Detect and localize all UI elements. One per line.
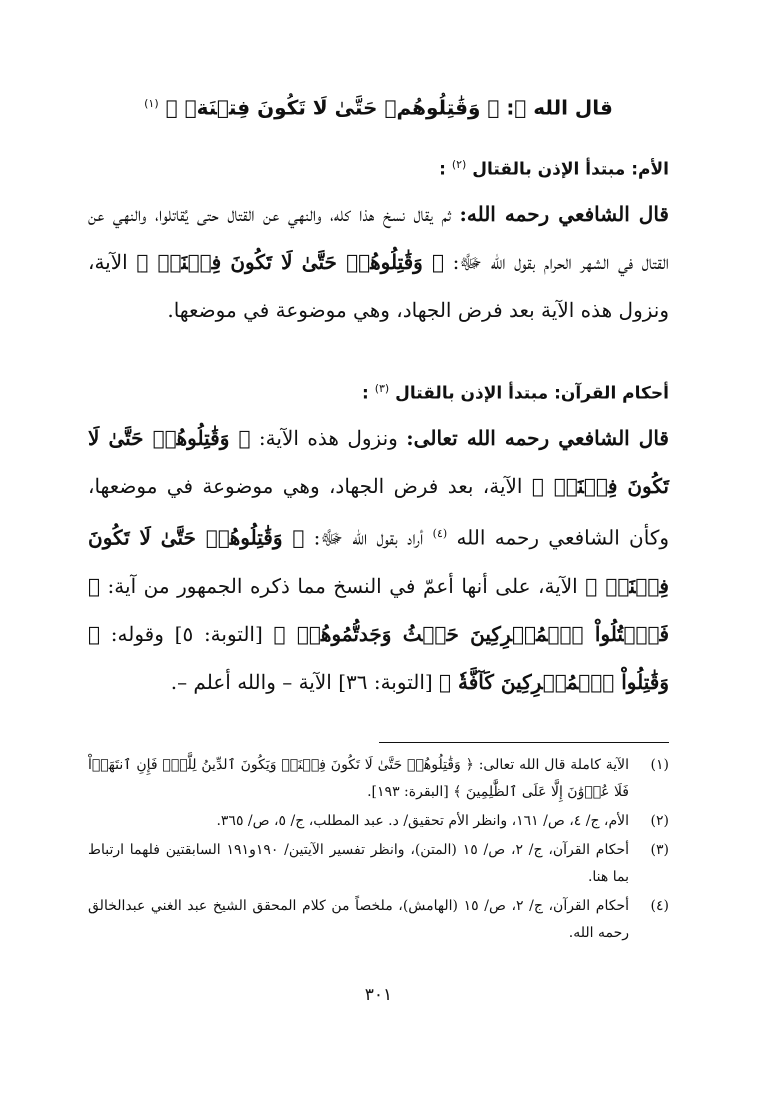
footnote-ref-4: (٤): [432, 527, 448, 540]
paragraph-ahkam-lead: قال الشافعي رحمه الله تعالى:: [406, 426, 669, 450]
footnote-ref-3: (٣): [374, 382, 390, 395]
section-title-ahkam-colon: :: [361, 383, 369, 404]
section-title-umm: [439, 150, 669, 185]
paragraph-ahkam-quote-c: ﴿ فَٱقۡتُلُواْ ٱلۡمُشۡرِكِينَ حَيۡثُ وَجَدتُّمُوهُمۡ ﴾: [88, 573, 670, 646]
paragraph-ahkam-text-d: الآية، على أنها أعمّ في النسخ مما ذكره الجمهور من آية:: [100, 573, 586, 598]
footnote-number: (٣): [650, 842, 669, 858]
footnote-number: (٤): [650, 898, 669, 914]
paragraph-umm-text-a: ثم يقال نسخ هذا كله، والنهي عن القتال حتى يُقاتلوا، والنهي عن القتال في الشهر الحرام بقول الله ﷻ:: [88, 202, 669, 274]
footnote-ref-2: (٢): [451, 158, 467, 171]
paragraph-ahkam: [88, 414, 669, 706]
section-title-ahkam-text: أحكام القرآن: مبتدأ الإذن بالقتال: [395, 383, 669, 404]
footnote-text: الأم، ج/ ٤، ص/ ١٦١، وانظر الأم تحقيق/ د. عبد المطلب، ج/ ٥، ص/ ٣٦٥.: [216, 813, 629, 829]
section-title-umm-colon: :: [439, 159, 446, 180]
paragraph-ahkam-quote-b: ﴿ وَقَٰتِلُوهُمۡ حَتَّىٰ لَا تَكُونَ فِتۡنَةٞ ﴾: [88, 525, 669, 598]
footnote-divider: [379, 742, 669, 743]
paragraph-ahkam-text-f: [التوبة: ٣٦] الآية – والله أعلم –.: [170, 669, 440, 694]
paragraph-ahkam-quote-d: ﴿ وَقَٰتِلُواْ ٱلۡمُشۡرِكِينَ كَآفَّةٗ ﴾: [88, 621, 669, 694]
footnote-item: [88, 893, 669, 947]
section-title-umm-text: الأم: مبتدأ الإذن بالقتال: [472, 159, 669, 180]
section-title-ahkam: [362, 374, 669, 409]
paragraph-umm: [88, 190, 669, 334]
paragraph-ahkam-text-b: الآية، بعد فرض الجهاد، وهي موضوعة في موضعها، وكأن الشافعي رحمه الله: [88, 474, 670, 550]
chapter-heading: [60, 84, 697, 128]
footnote-text: أحكام القرآن، ج/ ٢، ص/ ١٥ (الهامش)، ملخصاً من كلام المحقق الشيخ عبد الغني عبدالخالق رحمه الله.: [88, 898, 629, 941]
paragraph-umm-text-b: الآية، ونزول هذه الآية بعد فرض الجهاد، وهي موضوعة في موضعها.: [88, 250, 669, 322]
footnote-number: (١): [650, 757, 669, 773]
paragraph-ahkam-text-a: ونزول هذه الآية:: [250, 426, 407, 450]
footnote-item: [88, 808, 669, 835]
footnote-text: الآية كاملة قال الله تعالى: ﴿ وَقَٰتِلُوهُمۡ حَتَّىٰ لَا تَكُونَ فِتۡنَةٞ وَيَكُونَ ٱلدِّينُ لِلَّهِۖ فَإِنِ ٱنتَهَوۡاْ فَلَا عُدۡوَٰنَ إِلَّا عَلَى ٱلظَّٰلِمِينَ ﴾ [البقرة: ١٩٣].: [88, 757, 629, 800]
footnote-number: (٢): [650, 813, 669, 829]
paragraph-umm-quote: ﴿ وَقَٰتِلُوهُمۡ حَتَّىٰ لَا تَكُونَ فِتۡنَةٞ ﴾: [136, 250, 445, 274]
footnote-text: أحكام القرآن، ج/ ٢، ص/ ١٥ (المتن)، وانظر تفسير الآيتين/ ١٩٠و١٩١ السابقتين فلهما ارتباط بما هنا.: [88, 842, 630, 885]
footnote-ref-1: (١): [144, 97, 159, 110]
paragraph-ahkam-text-c: أراد بقول الله ﷻ:: [304, 525, 433, 550]
footnote-item: [88, 837, 669, 891]
page-number: ٣٠١: [364, 985, 393, 1005]
paragraph-umm-lead: قال الشافعي رحمه الله:: [459, 202, 669, 226]
chapter-heading-text: قال الله ﷻ: ﴿ وَقَٰتِلُوهُمۡ حَتَّىٰ لَا تَكُونَ فِتۡنَةٞ ﴾: [165, 95, 613, 120]
footnote-item: [88, 752, 669, 806]
footnotes: [88, 752, 669, 949]
paragraph-ahkam-quote-a: ﴿ وَقَٰتِلُوهُمۡ حَتَّىٰ لَا تَكُونَ فِتۡنَةٞ ﴾: [88, 426, 669, 498]
paragraph-ahkam-text-e: [التوبة: ٥] وقوله:: [100, 621, 274, 646]
